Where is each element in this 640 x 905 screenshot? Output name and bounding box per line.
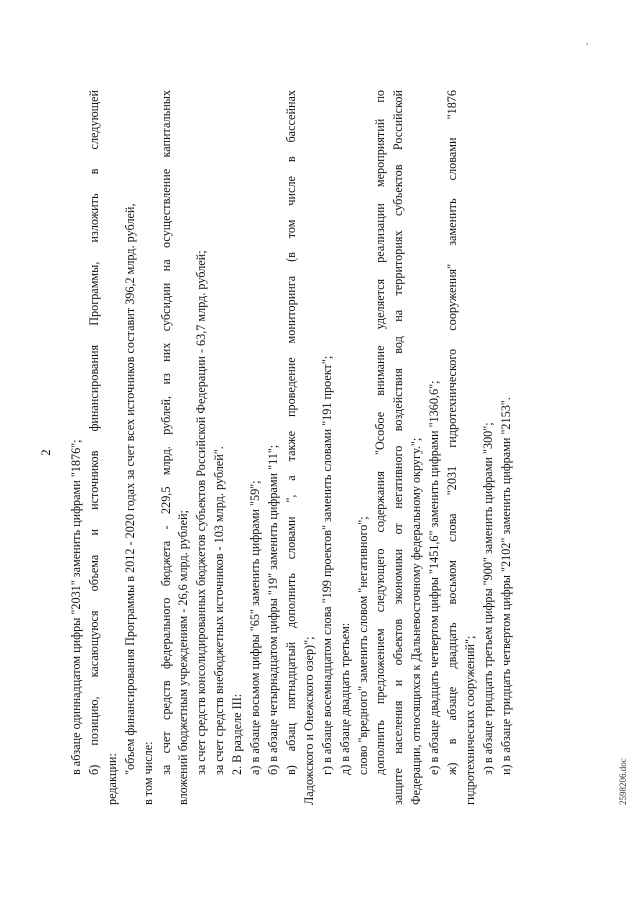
section-heading: 2. В разделе III: xyxy=(230,693,245,775)
paragraph-line: е) в абзаце двадцать четвертом цифры "1451,6" заменить цифрами "1360,6"; xyxy=(427,380,442,775)
paragraph-line: г) в абзаце восемнадцатом слова "199 проектов" заменить словами "191 проект"; xyxy=(319,355,334,775)
paragraph-line: за счет средств федерального бюджета - 229,5 млрд. рублей, из них субсидии на осуществление капитальных xyxy=(158,90,173,775)
paragraph-line: з) в абзаце тридцать третьем цифры "900" заменить цифрами "300"; xyxy=(480,422,495,775)
paragraph-line: слово "вредного" заменить словом "негативного"; xyxy=(355,516,370,775)
page-number: 2 xyxy=(38,449,53,456)
paragraph-line: за счет средств внебюджетных источников - 103 млрд. рублей". xyxy=(212,446,227,775)
paragraph-line: а) в абзаце восьмом цифры "65" заменить цифрами "59"; xyxy=(248,480,263,775)
paragraph-line: Федерации, относящихся к Дальневосточному федеральному округу."; xyxy=(409,437,424,805)
paragraph-line: в абзаце одиннадцатом цифры "2031" заменить цифрами "1876"; xyxy=(69,439,83,775)
paragraph-line: в том числе: xyxy=(140,741,155,805)
paragraph-line: д) в абзаце двадцать третьем: xyxy=(337,622,352,775)
paragraph-line: ж) в абзаце двадцать восьмом слова "2031 гидротехнического сооружения" заменить словами "1876 xyxy=(445,90,460,775)
paragraph-line: за счет средств консолидированных бюджетов субъектов Российской Федерации - 63,7 млрд. рублей; xyxy=(194,250,209,775)
paragraph-line: дополнить предложением следующего содержания "Особое внимание уделяется реализации мероприятий по xyxy=(373,90,388,775)
footer-file-code: 2598206.doc xyxy=(618,758,628,805)
paragraph-line: б) позицию, касающуюся объема и источников финансирования Программы, изложить в следующей xyxy=(86,90,101,775)
paragraph-line: в) абзац пятнадцатый дополнить словами ", а также проведение мониторинга (в том числе в бассейнах xyxy=(283,90,298,775)
paragraph-line: Ладожского и Онежского озер)"; xyxy=(301,636,316,805)
paragraph-line: вложений бюджетным учреждениям - 26,6 млрд. рублей; xyxy=(176,510,191,805)
paragraph-line: "объем финансирования Программы в 2012 - 2020 годах за счет всех источников составит 396,2 млрд. рублей, xyxy=(122,203,137,775)
paragraph-line: защите населения и объектов экономики от негативного воздействия вод на территориях субъектов Российской xyxy=(391,90,406,805)
paragraph-line: гидротехнических сооружений"; xyxy=(462,635,477,805)
document-body xyxy=(68,90,516,805)
paragraph-line: и) в абзаце тридцать четвертом цифры "2102" заменить цифрами "2153". xyxy=(498,397,513,775)
paragraph-line: б) в абзаце четырнадцатом цифры "19" заменить цифрами "11"; xyxy=(265,444,280,775)
stray-mark: , xyxy=(586,36,589,47)
paragraph-line: редакции: xyxy=(104,753,119,805)
